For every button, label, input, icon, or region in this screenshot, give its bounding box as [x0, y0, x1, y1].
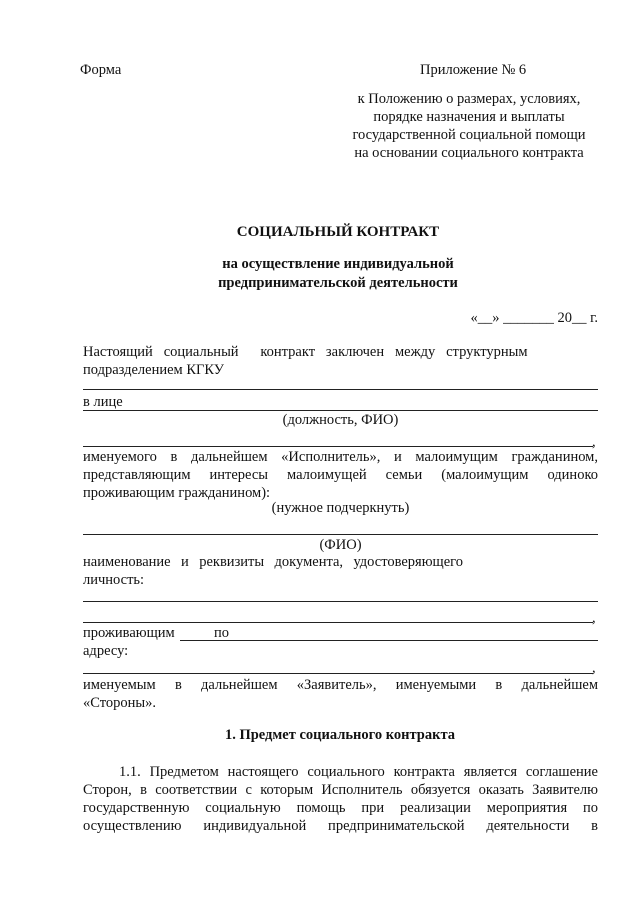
section-paragraph-line — [83, 817, 598, 835]
document-subtitle-line: на осуществление индивидуальной — [222, 256, 454, 272]
comma: , — [592, 434, 596, 450]
po-label: по — [214, 625, 230, 641]
blank-line — [83, 622, 593, 623]
document-subtitle-line: предпринимательской деятельности — [218, 275, 458, 291]
section-paragraph-line — [83, 763, 598, 781]
section-heading: 1. Предмет социального контракта — [224, 727, 456, 743]
living-label: проживающим — [83, 625, 175, 641]
regulation-line: государственной социальной помощи — [352, 127, 586, 143]
intro-line: Настоящий социальный контракт заключен между структурным — [83, 344, 528, 360]
executor-line — [83, 466, 598, 484]
regulation-line: к Положению о размерах, условиях, — [357, 91, 581, 107]
comma: , — [592, 610, 596, 626]
blank-line — [83, 673, 593, 674]
section-paragraph-line — [83, 799, 598, 817]
fio-caption: (ФИО) — [319, 537, 362, 553]
blank-line — [83, 389, 598, 390]
applicant-text: именуемым в дальнейшем «Заявитель», именуемыми в дальнейшем — [83, 677, 598, 693]
blank-line — [83, 534, 598, 535]
appendix-number: Приложение № 6 — [420, 62, 527, 78]
executor-text: представляющим интересы малоимущей семьи (малоимущим одиноко — [83, 467, 598, 483]
section-paragraph-text: Сторон, в соответствии с которым Исполнитель обязуется оказать Заявителю — [83, 782, 598, 798]
executor-text: именуемого в дальнейшем «Исполнитель», и малоимущим гражданином, — [83, 449, 598, 465]
address-label: адресу: — [83, 643, 129, 659]
executor-line — [83, 448, 598, 466]
in-person-label: в лице — [83, 394, 123, 410]
document-title: СОЦИАЛЬНЫЙ КОНТРАКТ — [236, 224, 440, 240]
regulation-line: на основании социального контракта — [354, 145, 584, 161]
underline-hint: (нужное подчеркнуть) — [271, 500, 410, 516]
form-label: Форма — [80, 62, 122, 78]
executor-line: проживающим гражданином): — [83, 485, 271, 501]
comma: , — [592, 660, 596, 676]
contract-date: «__» _______ 20__ г. — [470, 310, 598, 326]
blank-line — [83, 446, 593, 447]
regulation-reference — [340, 90, 598, 162]
document-line: личность: — [83, 572, 145, 588]
blank-line — [180, 640, 598, 641]
document-text: наименование и реквизиты документа, удостоверяющего — [83, 554, 463, 570]
section-paragraph-text: осуществлению индивидуальной предпринимательской деятельности в — [83, 818, 598, 834]
document-line — [83, 553, 463, 571]
position-caption: (должность, ФИО) — [282, 412, 399, 428]
applicant-line — [83, 676, 598, 694]
applicant-line: «Стороны». — [83, 695, 157, 711]
blank-line — [83, 601, 598, 602]
regulation-line: порядке назначения и выплаты — [373, 109, 565, 125]
section-paragraph-line — [83, 781, 598, 799]
section-paragraph-text: государственную социальную помощь при реализации мероприятия по — [83, 800, 598, 816]
section-paragraph-text: 1.1. Предметом настоящего социального контракта является соглашение — [119, 764, 598, 780]
intro-line: подразделением КГКУ — [83, 362, 225, 378]
